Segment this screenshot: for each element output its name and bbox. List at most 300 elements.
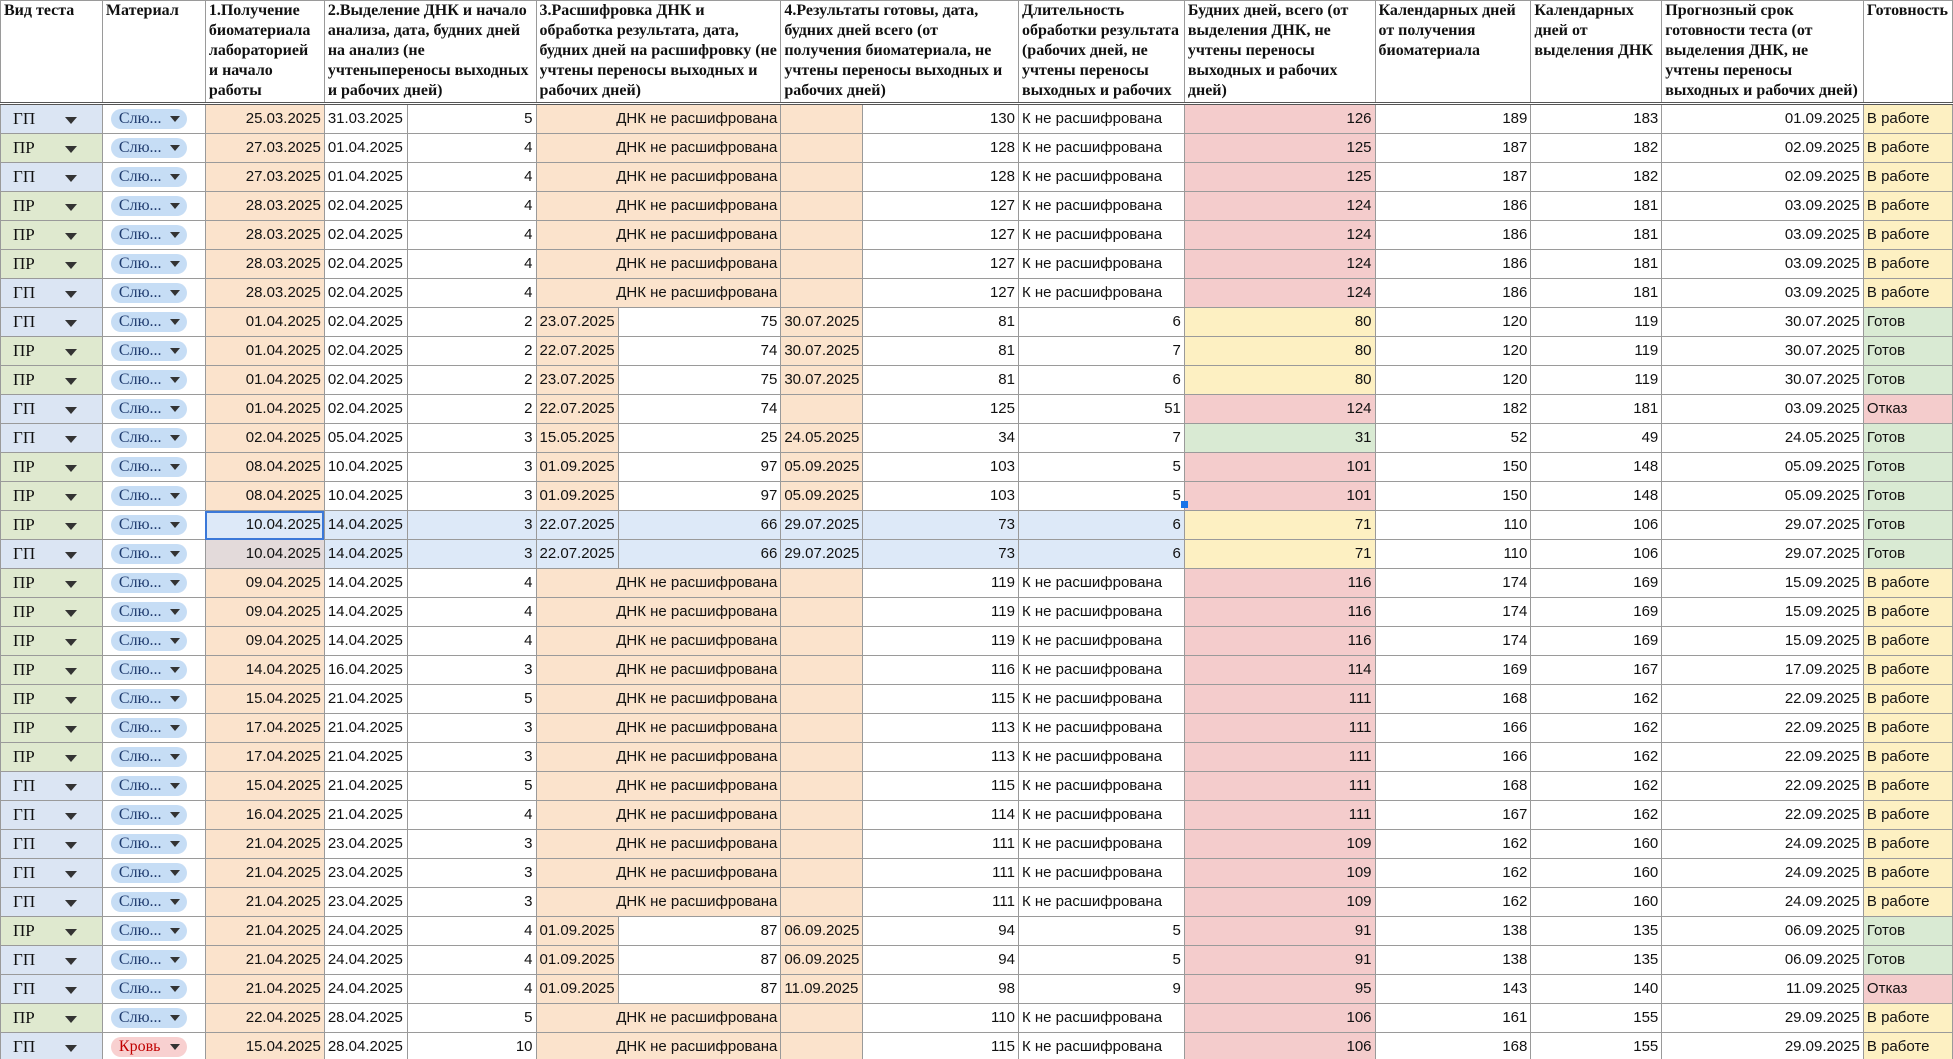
business-days-cell[interactable]: 116 (1184, 627, 1375, 656)
calendar-days-dna-cell[interactable]: 106 (1531, 511, 1662, 540)
decode-date-cell[interactable]: 01.09.2025 (536, 453, 618, 482)
status-cell[interactable]: В работе (1863, 250, 1952, 279)
test-type-cell[interactable] (1, 1033, 103, 1059)
material-chip[interactable] (111, 1008, 187, 1028)
dna-date-cell[interactable]: 14.04.2025 (324, 569, 407, 598)
material-cell[interactable] (102, 134, 205, 163)
duration-cell[interactable]: 6 (1018, 540, 1184, 569)
test-type-cell[interactable] (1, 975, 103, 1004)
material-chip[interactable] (111, 109, 187, 129)
calendar-days-dna-cell[interactable]: 155 (1531, 1033, 1662, 1059)
material-cell[interactable] (102, 453, 205, 482)
decode-status-cell[interactable]: ДНК не расшифрована (536, 134, 781, 163)
calendar-days-biomaterial-cell[interactable]: 182 (1375, 395, 1531, 424)
calendar-days-biomaterial-cell[interactable]: 168 (1375, 772, 1531, 801)
decode-date-cell[interactable]: 01.09.2025 (536, 482, 618, 511)
business-days-cell[interactable]: 80 (1184, 308, 1375, 337)
decode-days-cell[interactable]: 66 (618, 511, 781, 540)
test-type-cell[interactable] (1, 366, 103, 395)
selection-fill-handle[interactable] (1181, 501, 1188, 508)
calendar-days-dna-cell[interactable]: 183 (1531, 104, 1662, 134)
material-chip[interactable] (111, 747, 187, 767)
header-material[interactable]: Материал (102, 1, 205, 104)
calendar-days-biomaterial-cell[interactable]: 168 (1375, 685, 1531, 714)
forecast-date-cell[interactable]: 24.09.2025 (1662, 859, 1864, 888)
material-cell[interactable] (102, 917, 205, 946)
material-chip[interactable] (111, 921, 187, 941)
forecast-date-cell[interactable]: 29.09.2025 (1662, 1004, 1864, 1033)
calendar-days-dna-cell[interactable]: 49 (1531, 424, 1662, 453)
calendar-days-biomaterial-cell[interactable]: 138 (1375, 917, 1531, 946)
dna-date-cell[interactable]: 24.04.2025 (324, 946, 407, 975)
forecast-date-cell[interactable]: 30.07.2025 (1662, 337, 1864, 366)
result-days-cell[interactable]: 130 (863, 104, 1019, 134)
duration-cell[interactable]: К не расшифрована (1018, 859, 1184, 888)
calendar-days-biomaterial-cell[interactable]: 186 (1375, 250, 1531, 279)
received-date-cell[interactable]: 27.03.2025 (205, 163, 324, 192)
forecast-date-cell[interactable]: 22.09.2025 (1662, 772, 1864, 801)
duration-cell[interactable]: 5 (1018, 917, 1184, 946)
received-date-cell[interactable]: 16.04.2025 (205, 801, 324, 830)
business-days-cell[interactable]: 125 (1184, 134, 1375, 163)
dna-date-cell[interactable]: 28.04.2025 (324, 1033, 407, 1059)
received-date-cell[interactable]: 25.03.2025 (205, 104, 324, 134)
material-chip[interactable] (111, 283, 187, 303)
calendar-days-biomaterial-cell[interactable]: 120 (1375, 366, 1531, 395)
status-cell[interactable]: В работе (1863, 1004, 1952, 1033)
material-chip[interactable] (111, 544, 187, 564)
duration-cell[interactable]: К не расшифрована (1018, 134, 1184, 163)
status-cell[interactable]: В работе (1863, 104, 1952, 134)
decode-date-cell[interactable]: 22.07.2025 (536, 395, 618, 424)
material-chip[interactable] (111, 167, 187, 187)
status-cell[interactable]: В работе (1863, 830, 1952, 859)
calendar-days-dna-cell[interactable]: 148 (1531, 482, 1662, 511)
status-cell[interactable]: В работе (1863, 859, 1952, 888)
dropdown-arrow-icon[interactable] (65, 523, 77, 530)
received-date-cell[interactable]: 21.04.2025 (205, 946, 324, 975)
received-date-cell[interactable]: 01.04.2025 (205, 366, 324, 395)
calendar-days-dna-cell[interactable]: 182 (1531, 163, 1662, 192)
received-date-cell[interactable]: 09.04.2025 (205, 627, 324, 656)
material-chip[interactable] (111, 776, 187, 796)
status-cell[interactable]: В работе (1863, 221, 1952, 250)
test-type-cell[interactable] (1, 453, 103, 482)
header-rasshifrovka[interactable]: 3.Расшифровка ДНК и обработка результата, дата, будних дней на расшифровку (не учтены переносы выходных и рабочих дней) (536, 1, 781, 104)
result-date-cell[interactable] (781, 627, 863, 656)
business-days-cell[interactable]: 109 (1184, 830, 1375, 859)
calendar-days-biomaterial-cell[interactable]: 110 (1375, 540, 1531, 569)
calendar-days-biomaterial-cell[interactable]: 186 (1375, 279, 1531, 308)
test-type-cell[interactable] (1, 743, 103, 772)
duration-cell[interactable]: 5 (1018, 946, 1184, 975)
result-days-cell[interactable]: 103 (863, 482, 1019, 511)
forecast-date-cell[interactable]: 24.09.2025 (1662, 888, 1864, 917)
dna-days-cell[interactable]: 2 (407, 395, 536, 424)
material-cell[interactable] (102, 1004, 205, 1033)
status-cell[interactable]: Готов (1863, 511, 1952, 540)
forecast-date-cell[interactable]: 30.07.2025 (1662, 366, 1864, 395)
material-chip[interactable] (111, 254, 187, 274)
result-date-cell[interactable] (781, 656, 863, 685)
calendar-days-dna-cell[interactable]: 119 (1531, 308, 1662, 337)
material-cell[interactable] (102, 308, 205, 337)
material-chip[interactable] (111, 834, 187, 854)
result-date-cell[interactable] (781, 279, 863, 308)
result-date-cell[interactable] (781, 1004, 863, 1033)
dna-days-cell[interactable]: 3 (407, 859, 536, 888)
test-type-cell[interactable] (1, 656, 103, 685)
status-cell[interactable]: Готов (1863, 337, 1952, 366)
dropdown-arrow-icon[interactable] (65, 378, 77, 385)
decode-days-cell[interactable]: 66 (618, 540, 781, 569)
received-date-cell[interactable]: 22.04.2025 (205, 1004, 324, 1033)
business-days-cell[interactable]: 109 (1184, 859, 1375, 888)
status-cell[interactable]: В работе (1863, 163, 1952, 192)
material-chip[interactable] (111, 370, 187, 390)
header-vydelenie-dnk[interactable]: 2.Выделение ДНК и начало анализа, дата, будних дней на анализ (не учтеныпереносы выходных и рабочих дней) (324, 1, 536, 104)
received-date-cell[interactable]: 27.03.2025 (205, 134, 324, 163)
dna-date-cell[interactable]: 14.04.2025 (324, 627, 407, 656)
dna-date-cell[interactable]: 01.04.2025 (324, 163, 407, 192)
dropdown-arrow-icon[interactable] (65, 407, 77, 414)
decode-status-cell[interactable]: ДНК не расшифрована (536, 888, 781, 917)
dna-days-cell[interactable]: 3 (407, 511, 536, 540)
dna-days-cell[interactable]: 4 (407, 801, 536, 830)
duration-cell[interactable]: К не расшифрована (1018, 221, 1184, 250)
received-date-cell[interactable]: 21.04.2025 (205, 888, 324, 917)
received-date-cell[interactable]: 15.04.2025 (205, 1033, 324, 1059)
calendar-days-biomaterial-cell[interactable]: 150 (1375, 453, 1531, 482)
calendar-days-dna-cell[interactable]: 169 (1531, 598, 1662, 627)
result-days-cell[interactable]: 34 (863, 424, 1019, 453)
dna-date-cell[interactable]: 23.04.2025 (324, 888, 407, 917)
status-cell[interactable]: В работе (1863, 134, 1952, 163)
forecast-date-cell[interactable]: 22.09.2025 (1662, 685, 1864, 714)
business-days-cell[interactable]: 91 (1184, 917, 1375, 946)
result-days-cell[interactable]: 116 (863, 656, 1019, 685)
business-days-cell[interactable]: 80 (1184, 337, 1375, 366)
dropdown-arrow-icon[interactable] (65, 146, 77, 153)
business-days-cell[interactable]: 116 (1184, 569, 1375, 598)
decode-status-cell[interactable]: ДНК не расшифрована (536, 1033, 781, 1059)
status-cell[interactable]: В работе (1863, 888, 1952, 917)
business-days-cell[interactable]: 101 (1184, 482, 1375, 511)
dna-date-cell[interactable]: 02.04.2025 (324, 221, 407, 250)
calendar-days-biomaterial-cell[interactable]: 120 (1375, 337, 1531, 366)
material-cell[interactable] (102, 975, 205, 1004)
dna-date-cell[interactable]: 16.04.2025 (324, 656, 407, 685)
received-date-cell[interactable]: 10.04.2025 (205, 540, 324, 569)
status-cell[interactable]: В работе (1863, 801, 1952, 830)
forecast-date-cell[interactable]: 29.07.2025 (1662, 511, 1864, 540)
received-date-cell[interactable]: 08.04.2025 (205, 453, 324, 482)
result-date-cell[interactable]: 05.09.2025 (781, 482, 863, 511)
dna-days-cell[interactable]: 4 (407, 221, 536, 250)
test-type-cell[interactable] (1, 511, 103, 540)
duration-cell[interactable]: К не расшифрована (1018, 1004, 1184, 1033)
status-cell[interactable]: В работе (1863, 598, 1952, 627)
duration-cell[interactable]: К не расшифрована (1018, 279, 1184, 308)
status-cell[interactable]: Отказ (1863, 395, 1952, 424)
dna-days-cell[interactable]: 3 (407, 424, 536, 453)
duration-cell[interactable]: К не расшифрована (1018, 743, 1184, 772)
result-date-cell[interactable]: 29.07.2025 (781, 511, 863, 540)
duration-cell[interactable]: К не расшифрована (1018, 888, 1184, 917)
forecast-date-cell[interactable]: 15.09.2025 (1662, 598, 1864, 627)
result-days-cell[interactable]: 94 (863, 917, 1019, 946)
material-cell[interactable] (102, 627, 205, 656)
dropdown-arrow-icon[interactable] (65, 117, 77, 124)
received-date-cell[interactable]: 15.04.2025 (205, 772, 324, 801)
duration-cell[interactable]: 6 (1018, 366, 1184, 395)
dna-date-cell[interactable]: 24.04.2025 (324, 917, 407, 946)
business-days-cell[interactable]: 124 (1184, 221, 1375, 250)
status-cell[interactable]: В работе (1863, 279, 1952, 308)
result-date-cell[interactable] (781, 192, 863, 221)
test-type-cell[interactable] (1, 801, 103, 830)
dna-date-cell[interactable]: 02.04.2025 (324, 366, 407, 395)
material-cell[interactable] (102, 366, 205, 395)
dna-date-cell[interactable]: 14.04.2025 (324, 598, 407, 627)
material-chip[interactable] (111, 602, 187, 622)
calendar-days-biomaterial-cell[interactable]: 187 (1375, 134, 1531, 163)
dna-days-cell[interactable]: 5 (407, 685, 536, 714)
duration-cell[interactable]: 7 (1018, 424, 1184, 453)
calendar-days-biomaterial-cell[interactable]: 162 (1375, 830, 1531, 859)
material-cell[interactable] (102, 685, 205, 714)
result-days-cell[interactable]: 113 (863, 743, 1019, 772)
material-cell[interactable] (102, 569, 205, 598)
business-days-cell[interactable]: 91 (1184, 946, 1375, 975)
result-date-cell[interactable]: 30.07.2025 (781, 366, 863, 395)
business-days-cell[interactable]: 71 (1184, 511, 1375, 540)
calendar-days-biomaterial-cell[interactable]: 166 (1375, 743, 1531, 772)
result-days-cell[interactable]: 119 (863, 627, 1019, 656)
calendar-days-dna-cell[interactable]: 167 (1531, 656, 1662, 685)
dna-date-cell[interactable]: 23.04.2025 (324, 830, 407, 859)
dna-days-cell[interactable]: 5 (407, 1004, 536, 1033)
calendar-days-dna-cell[interactable]: 160 (1531, 888, 1662, 917)
forecast-date-cell[interactable]: 11.09.2025 (1662, 975, 1864, 1004)
result-date-cell[interactable] (781, 888, 863, 917)
duration-cell[interactable]: К не расшифрована (1018, 569, 1184, 598)
material-cell[interactable] (102, 163, 205, 192)
test-type-cell[interactable] (1, 134, 103, 163)
dna-date-cell[interactable]: 05.04.2025 (324, 424, 407, 453)
material-chip[interactable] (111, 515, 187, 535)
received-date-cell[interactable]: 28.03.2025 (205, 279, 324, 308)
forecast-date-cell[interactable]: 30.07.2025 (1662, 308, 1864, 337)
dna-days-cell[interactable]: 2 (407, 337, 536, 366)
dna-days-cell[interactable]: 3 (407, 830, 536, 859)
decode-days-cell[interactable]: 74 (618, 395, 781, 424)
forecast-date-cell[interactable]: 02.09.2025 (1662, 134, 1864, 163)
material-cell[interactable] (102, 772, 205, 801)
header-vid-testa[interactable]: Вид теста (1, 1, 103, 104)
forecast-date-cell[interactable]: 29.09.2025 (1662, 1033, 1864, 1059)
calendar-days-biomaterial-cell[interactable]: 174 (1375, 569, 1531, 598)
calendar-days-dna-cell[interactable]: 155 (1531, 1004, 1662, 1033)
duration-cell[interactable]: 6 (1018, 511, 1184, 540)
decode-status-cell[interactable]: ДНК не расшифрована (536, 656, 781, 685)
dna-date-cell[interactable]: 02.04.2025 (324, 279, 407, 308)
calendar-days-dna-cell[interactable]: 181 (1531, 279, 1662, 308)
decode-date-cell[interactable]: 01.09.2025 (536, 975, 618, 1004)
decode-days-cell[interactable]: 97 (618, 482, 781, 511)
forecast-date-cell[interactable]: 17.09.2025 (1662, 656, 1864, 685)
result-days-cell[interactable]: 111 (863, 830, 1019, 859)
status-cell[interactable]: В работе (1863, 656, 1952, 685)
result-days-cell[interactable]: 81 (863, 337, 1019, 366)
result-days-cell[interactable]: 113 (863, 714, 1019, 743)
forecast-date-cell[interactable]: 03.09.2025 (1662, 192, 1864, 221)
dropdown-arrow-icon[interactable] (65, 1016, 77, 1023)
business-days-cell[interactable]: 124 (1184, 279, 1375, 308)
dna-date-cell[interactable]: 21.04.2025 (324, 801, 407, 830)
material-cell[interactable] (102, 540, 205, 569)
result-date-cell[interactable]: 11.09.2025 (781, 975, 863, 1004)
result-days-cell[interactable]: 94 (863, 946, 1019, 975)
calendar-days-biomaterial-cell[interactable]: 150 (1375, 482, 1531, 511)
result-days-cell[interactable]: 115 (863, 685, 1019, 714)
result-date-cell[interactable]: 30.07.2025 (781, 337, 863, 366)
calendar-days-dna-cell[interactable]: 162 (1531, 801, 1662, 830)
dna-days-cell[interactable]: 4 (407, 134, 536, 163)
dna-days-cell[interactable]: 4 (407, 163, 536, 192)
decode-days-cell[interactable]: 74 (618, 337, 781, 366)
material-chip[interactable] (111, 631, 187, 651)
result-days-cell[interactable]: 111 (863, 888, 1019, 917)
dna-days-cell[interactable]: 3 (407, 888, 536, 917)
material-chip[interactable] (111, 660, 187, 680)
result-days-cell[interactable]: 73 (863, 540, 1019, 569)
dna-date-cell[interactable]: 21.04.2025 (324, 685, 407, 714)
material-cell[interactable] (102, 830, 205, 859)
material-cell[interactable] (102, 221, 205, 250)
material-cell[interactable] (102, 714, 205, 743)
calendar-days-biomaterial-cell[interactable]: 174 (1375, 598, 1531, 627)
result-days-cell[interactable]: 127 (863, 279, 1019, 308)
test-type-cell[interactable] (1, 569, 103, 598)
material-cell[interactable] (102, 946, 205, 975)
test-type-cell[interactable] (1, 627, 103, 656)
decode-status-cell[interactable]: ДНК не расшифрована (536, 598, 781, 627)
test-type-cell[interactable] (1, 279, 103, 308)
result-date-cell[interactable] (781, 395, 863, 424)
decode-status-cell[interactable]: ДНК не расшифрована (536, 627, 781, 656)
duration-cell[interactable]: К не расшифрована (1018, 598, 1184, 627)
dropdown-arrow-icon[interactable] (65, 726, 77, 733)
business-days-cell[interactable]: 124 (1184, 192, 1375, 221)
dna-days-cell[interactable]: 10 (407, 1033, 536, 1059)
forecast-date-cell[interactable]: 03.09.2025 (1662, 221, 1864, 250)
result-date-cell[interactable]: 29.07.2025 (781, 540, 863, 569)
decode-days-cell[interactable]: 97 (618, 453, 781, 482)
result-days-cell[interactable]: 128 (863, 134, 1019, 163)
dropdown-arrow-icon[interactable] (65, 755, 77, 762)
business-days-cell[interactable]: 80 (1184, 366, 1375, 395)
duration-cell[interactable]: К не расшифрована (1018, 1033, 1184, 1059)
duration-cell[interactable]: 5 (1018, 482, 1184, 511)
test-type-cell[interactable] (1, 250, 103, 279)
forecast-date-cell[interactable]: 05.09.2025 (1662, 482, 1864, 511)
forecast-date-cell[interactable]: 03.09.2025 (1662, 279, 1864, 308)
decode-status-cell[interactable]: ДНК не расшифрована (536, 1004, 781, 1033)
calendar-days-dna-cell[interactable]: 182 (1531, 134, 1662, 163)
calendar-days-dna-cell[interactable]: 119 (1531, 366, 1662, 395)
test-type-cell[interactable] (1, 337, 103, 366)
calendar-days-dna-cell[interactable]: 140 (1531, 975, 1662, 1004)
calendar-days-biomaterial-cell[interactable]: 166 (1375, 714, 1531, 743)
status-cell[interactable]: В работе (1863, 714, 1952, 743)
forecast-date-cell[interactable]: 22.09.2025 (1662, 743, 1864, 772)
test-type-cell[interactable] (1, 888, 103, 917)
dropdown-arrow-icon[interactable] (65, 900, 77, 907)
dropdown-arrow-icon[interactable] (65, 668, 77, 675)
dna-days-cell[interactable]: 3 (407, 482, 536, 511)
forecast-date-cell[interactable]: 24.05.2025 (1662, 424, 1864, 453)
dna-days-cell[interactable]: 3 (407, 540, 536, 569)
dna-date-cell[interactable]: 10.04.2025 (324, 482, 407, 511)
business-days-cell[interactable]: 124 (1184, 250, 1375, 279)
result-date-cell[interactable] (781, 163, 863, 192)
material-cell[interactable] (102, 859, 205, 888)
received-date-cell[interactable]: 01.04.2025 (205, 308, 324, 337)
result-days-cell[interactable]: 127 (863, 250, 1019, 279)
result-days-cell[interactable]: 127 (863, 192, 1019, 221)
test-type-cell[interactable] (1, 772, 103, 801)
calendar-days-biomaterial-cell[interactable]: 186 (1375, 192, 1531, 221)
calendar-days-dna-cell[interactable]: 119 (1531, 337, 1662, 366)
calendar-days-dna-cell[interactable]: 181 (1531, 250, 1662, 279)
test-type-cell[interactable] (1, 424, 103, 453)
dropdown-arrow-icon[interactable] (65, 610, 77, 617)
result-days-cell[interactable]: 81 (863, 366, 1019, 395)
result-days-cell[interactable]: 73 (863, 511, 1019, 540)
material-chip[interactable] (111, 225, 187, 245)
duration-cell[interactable]: К не расшифрована (1018, 714, 1184, 743)
decode-status-cell[interactable]: ДНК не расшифрована (536, 163, 781, 192)
decode-status-cell[interactable]: ДНК не расшифрована (536, 685, 781, 714)
dropdown-arrow-icon[interactable] (65, 204, 77, 211)
material-cell[interactable] (102, 279, 205, 308)
result-days-cell[interactable]: 119 (863, 598, 1019, 627)
dna-days-cell[interactable]: 2 (407, 366, 536, 395)
dropdown-arrow-icon[interactable] (65, 349, 77, 356)
dropdown-arrow-icon[interactable] (65, 552, 77, 559)
business-days-cell[interactable]: 111 (1184, 714, 1375, 743)
material-cell[interactable] (102, 598, 205, 627)
duration-cell[interactable]: К не расшифрована (1018, 656, 1184, 685)
calendar-days-biomaterial-cell[interactable]: 120 (1375, 308, 1531, 337)
dna-date-cell[interactable]: 02.04.2025 (324, 308, 407, 337)
calendar-days-biomaterial-cell[interactable]: 187 (1375, 163, 1531, 192)
received-date-cell[interactable]: 17.04.2025 (205, 743, 324, 772)
status-cell[interactable]: Готов (1863, 540, 1952, 569)
material-cell[interactable] (102, 424, 205, 453)
result-date-cell[interactable]: 05.09.2025 (781, 453, 863, 482)
duration-cell[interactable]: К не расшифрована (1018, 163, 1184, 192)
decode-days-cell[interactable]: 75 (618, 366, 781, 395)
decode-date-cell[interactable]: 23.07.2025 (536, 308, 618, 337)
received-date-cell[interactable]: 28.03.2025 (205, 250, 324, 279)
forecast-date-cell[interactable]: 24.09.2025 (1662, 830, 1864, 859)
dna-date-cell[interactable]: 02.04.2025 (324, 337, 407, 366)
material-chip[interactable] (111, 950, 187, 970)
dna-days-cell[interactable]: 4 (407, 250, 536, 279)
duration-cell[interactable]: 51 (1018, 395, 1184, 424)
